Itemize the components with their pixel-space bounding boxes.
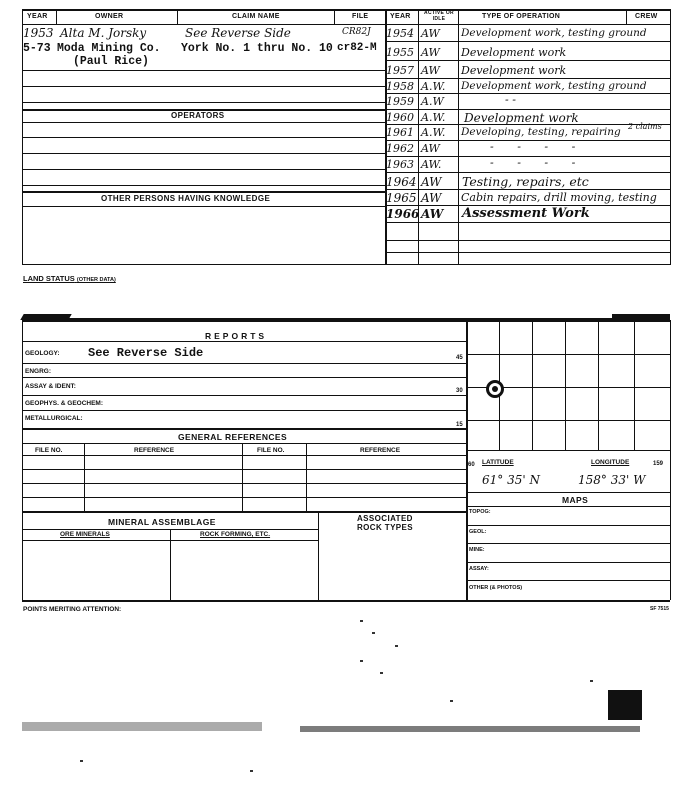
owner-row-year: 5-73: [23, 42, 51, 55]
scale-mark: 30: [456, 388, 463, 394]
col-divider: [242, 443, 243, 511]
activity-year: 1958: [386, 80, 414, 93]
geology-label: GEOLOGY:: [25, 350, 60, 357]
activity-operation: Development work, testing ground: [461, 27, 647, 39]
activity-operation: Cabin repairs, drill moving, testing: [461, 191, 657, 204]
row-line: [22, 511, 466, 513]
ref-header-reference: REFERENCE: [134, 447, 175, 454]
scan-dot: [590, 680, 593, 682]
row-line: [385, 189, 670, 190]
points-meriting-label: POINTS MERITING ATTENTION:: [23, 606, 122, 613]
bar-corner-left: [20, 314, 71, 320]
grid-line: [466, 354, 670, 355]
row-line: [22, 469, 466, 470]
scan-dot: [80, 760, 83, 762]
ore-minerals-label: ORE MINERALS: [60, 531, 110, 538]
associated-label: ASSOCIATED: [357, 514, 413, 523]
row-line: [22, 102, 385, 103]
activity-year: 1955: [386, 46, 414, 59]
land-status-title: LAND STATUS: [23, 274, 75, 283]
activity-year: 1957: [386, 64, 414, 77]
row-line: [22, 483, 466, 484]
geophys-label: GEOPHYS. & GEOCHEM:: [25, 400, 104, 407]
scan-dot: [360, 620, 363, 622]
activity-status: AW.: [421, 158, 442, 171]
activity-status: AW: [421, 142, 440, 155]
col-divider: [458, 9, 459, 265]
activity-year: 1964: [386, 175, 417, 189]
reports-title: REPORTS: [205, 331, 268, 341]
scale-mark: 15: [456, 422, 463, 428]
ref-header-reference: REFERENCE: [360, 447, 401, 454]
activity-year: 1961: [386, 126, 414, 139]
right-border: [670, 320, 671, 600]
activity-status: AW: [421, 191, 442, 205]
activity-operation: Development work: [461, 64, 567, 77]
activity-status: AW: [421, 64, 440, 77]
owner-row-owner: (Paul Rice): [73, 55, 149, 68]
row-line: [22, 153, 385, 154]
right-border: [670, 9, 671, 265]
activity-operation: Development work: [461, 46, 567, 59]
row-line: [466, 562, 670, 563]
activity-operation: Development work, testing ground: [461, 80, 647, 92]
scan-smear: [22, 722, 262, 731]
activity-operation: Development work: [464, 111, 579, 125]
activity-year: 1962: [386, 142, 414, 155]
map-other: OTHER (& PHOTOS): [469, 585, 523, 591]
activity-status: A.W.: [421, 126, 446, 139]
owner-row-owner: Alta M. Jorsky: [60, 26, 147, 40]
type-of-operation-header: TYPE OF OPERATION: [482, 13, 561, 20]
lat-prefix: 60: [468, 462, 475, 468]
grid-line: [565, 322, 566, 450]
scale-mark: 45: [456, 355, 463, 361]
lon-suffix: 159: [653, 461, 664, 467]
row-line: [385, 172, 670, 173]
claims-note: 2 claims: [628, 122, 662, 131]
row-line: [385, 41, 670, 42]
owner-row-year: 1953: [23, 26, 54, 40]
activity-status: AW: [421, 207, 444, 221]
row-line: [385, 252, 670, 253]
engrg-label: ENGRG:: [25, 368, 51, 375]
row-line: [466, 492, 670, 493]
owner-row-owner: Moda Mining Co.: [57, 42, 161, 55]
activity-operation: Testing, repairs, etc: [462, 174, 589, 189]
maps-label: MAPS: [562, 495, 589, 505]
row-line: [385, 240, 670, 241]
grid-line: [532, 322, 533, 450]
row-line: [22, 497, 466, 498]
col-divider: [334, 9, 335, 25]
row-line: [22, 395, 466, 396]
others-top-line: [22, 191, 385, 193]
assay-label: ASSAY & IDENT:: [25, 383, 76, 390]
latitude-value: 61° 35' N: [482, 473, 540, 487]
scan-dot: [250, 770, 253, 772]
map-assay: ASSAY:: [469, 566, 489, 572]
activity-operation: Assessment Work: [462, 206, 590, 221]
file-header: FILE: [352, 13, 369, 20]
row-line: [22, 540, 318, 541]
col-divider: [177, 9, 178, 25]
longitude-value: 158° 33' W: [578, 473, 646, 487]
scan-dot: [360, 660, 363, 662]
row-line: [466, 525, 670, 526]
activity-operation: - - - -: [490, 156, 586, 169]
map-geol: GEOL:: [469, 529, 487, 535]
row-line: [22, 341, 466, 342]
row-line: [22, 410, 466, 411]
col-divider: [318, 511, 319, 600]
row-line: [385, 93, 670, 94]
activity-status: AW: [421, 175, 442, 189]
grid-line: [634, 322, 635, 450]
row-line: [22, 86, 385, 87]
activity-operation: Developing, testing, repairing: [461, 126, 621, 138]
col-divider: [84, 443, 85, 511]
map-topog: TOPOG:: [469, 509, 491, 515]
activity-year: 1960: [386, 111, 414, 124]
activity-status: A.W: [421, 95, 444, 108]
frame-top-border: [22, 9, 670, 11]
activity-status: A.W.: [421, 80, 446, 93]
grid-line: [466, 420, 670, 421]
row-line: [22, 137, 385, 138]
section-bottom: [22, 600, 670, 602]
activity-year: 1959: [386, 95, 414, 108]
claim-name-header: CLAIM NAME: [232, 13, 280, 20]
top-section-bottom: [22, 264, 670, 265]
row-line: [22, 122, 385, 123]
activity-year: 1966: [386, 207, 420, 221]
general-references-title: GENERAL REFERENCES: [178, 432, 288, 442]
activity-status: AW: [421, 46, 440, 59]
row-line: [385, 222, 670, 223]
owner-header: OWNER: [95, 13, 124, 20]
scan-block: [608, 690, 642, 720]
rock-forming-label: ROCK FORMING, ETC.: [200, 531, 271, 538]
row-line: [22, 428, 466, 430]
row-line: [22, 377, 466, 378]
marker-dot: [492, 386, 498, 392]
activity-year: 1963: [386, 158, 414, 171]
col-divider: [626, 9, 627, 25]
row-line: [385, 60, 670, 61]
activity-operation: - -: [505, 93, 516, 106]
row-line: [22, 363, 466, 364]
owner-row-file: CR82J: [342, 27, 371, 37]
land-status-sublabel: (OTHER DATA): [76, 277, 116, 283]
row-line: [22, 70, 385, 71]
crew-header: CREW: [635, 13, 658, 20]
grid-line: [466, 450, 670, 451]
map-divider: [466, 320, 468, 600]
activity-year: 1965: [386, 191, 417, 205]
geology-value: See Reverse Side: [88, 346, 204, 360]
row-line: [22, 443, 466, 444]
scan-dot: [450, 700, 453, 702]
col-divider: [306, 443, 307, 511]
activity-status: A.W.: [421, 111, 446, 124]
form-number: SF 7515: [650, 606, 669, 612]
metallurgical-label: METALLURGICAL:: [25, 415, 83, 422]
ref-header-file: FILE NO.: [35, 447, 63, 454]
row-line: [385, 109, 670, 110]
land-status-label: [23, 274, 116, 283]
rock-types-label: ROCK TYPES: [357, 523, 414, 532]
activity-year: 1954: [386, 27, 414, 40]
row-line: [22, 455, 466, 456]
scan-dot: [372, 632, 375, 634]
col-divider: [418, 9, 419, 265]
owner-row-claim: York No. 1 thru No. 10: [181, 42, 333, 55]
row-line: [22, 169, 385, 170]
others-knowledge-label: OTHER PERSONS HAVING KNOWLEDGE: [101, 194, 271, 203]
header-bottom-border: [22, 24, 670, 25]
location-marker-icon: [486, 380, 504, 398]
col-divider: [56, 9, 57, 25]
owner-row-file: cr82-M: [337, 42, 377, 54]
operators-label: OPERATORS: [171, 111, 225, 120]
ref-header-file: FILE NO.: [257, 447, 285, 454]
bar-corner-right: [612, 314, 670, 322]
mineral-assemblage-title: MINERAL ASSEMBLAGE: [108, 517, 216, 527]
section-top-bar: [22, 318, 670, 322]
scan-dot: [380, 672, 383, 674]
activity-operation: - - - -: [490, 140, 586, 153]
row-line: [466, 580, 670, 581]
row-line: [22, 185, 385, 186]
left-border: [22, 320, 23, 600]
owner-row-claim: See Reverse Side: [185, 26, 291, 40]
row-line: [466, 506, 670, 507]
scan-smear: [300, 726, 640, 732]
row-line: [385, 78, 670, 79]
activity-status: AW: [421, 27, 440, 40]
latitude-label: LATITUDE: [482, 459, 514, 466]
scan-dot: [395, 645, 398, 647]
grid-line: [598, 322, 599, 450]
row-line: [22, 206, 385, 207]
year-header: YEAR: [27, 13, 48, 20]
map-mine: MINE:: [469, 547, 485, 553]
year-header-2: YEAR: [390, 13, 411, 20]
row-line: [466, 543, 670, 544]
longitude-label: LONGITUDE: [591, 459, 630, 466]
active-idle-header: ACTIVE OR IDLE: [424, 10, 454, 22]
